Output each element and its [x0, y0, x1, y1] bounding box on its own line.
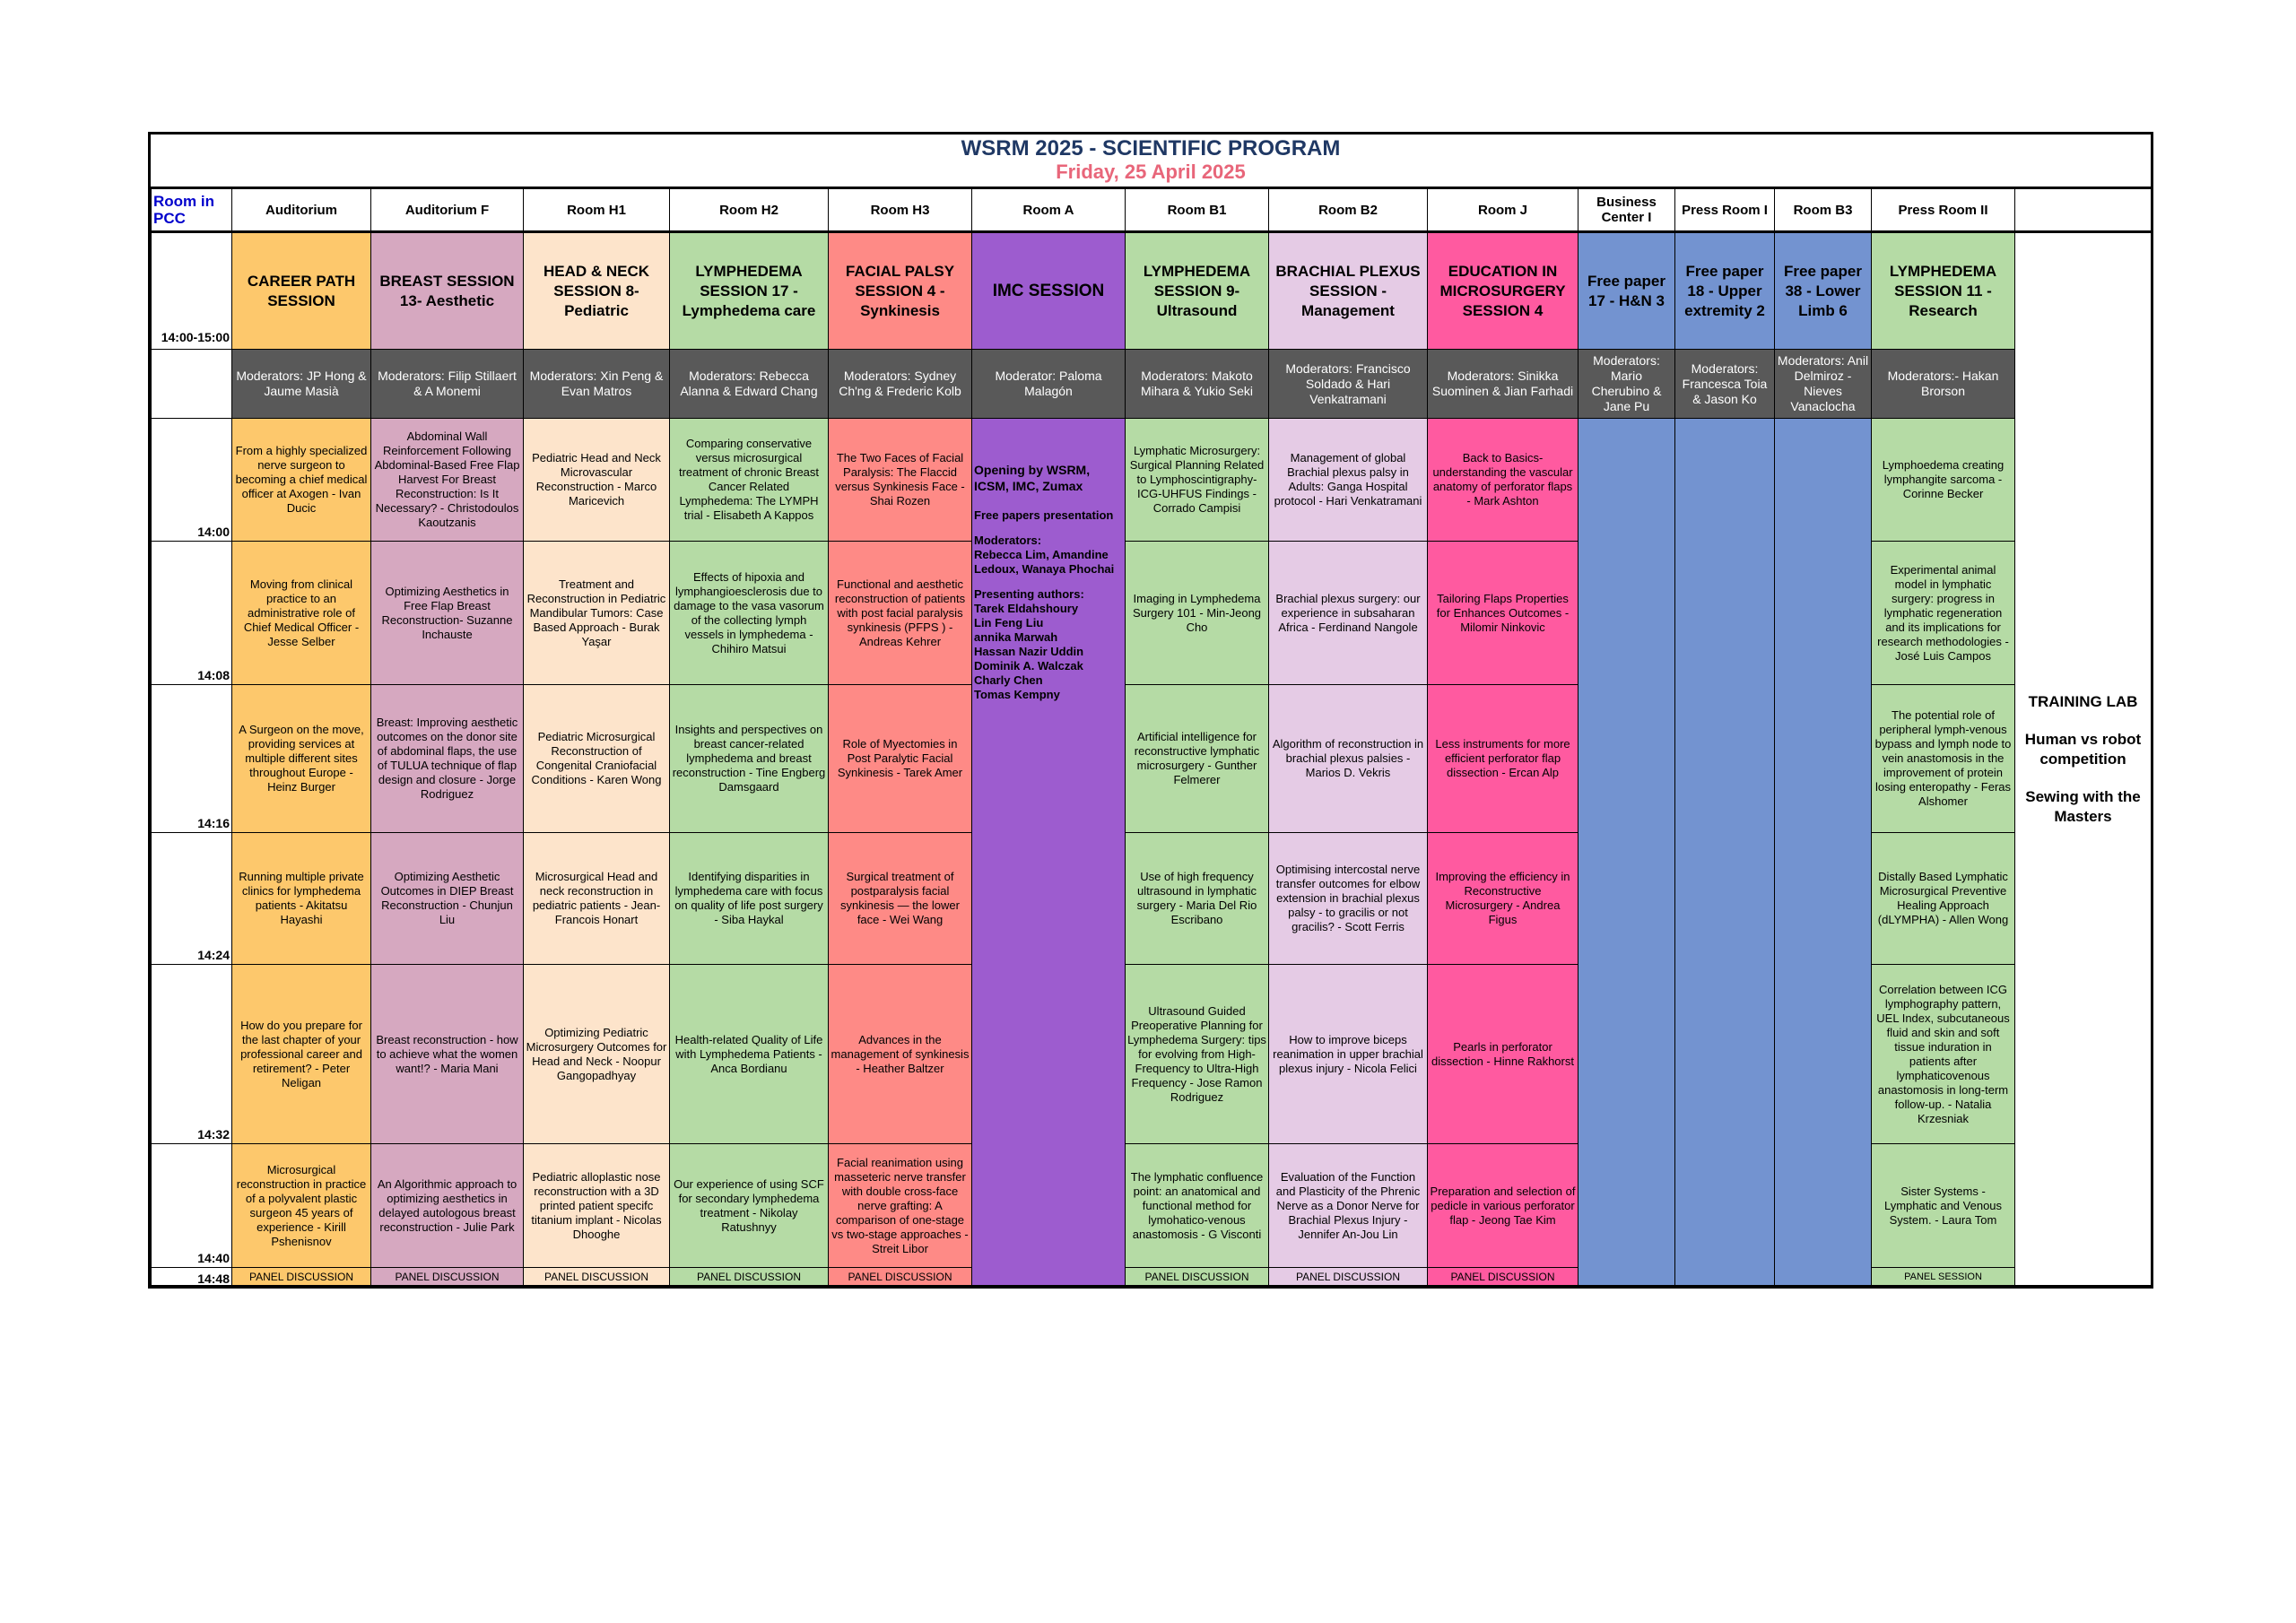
- talk-row: [152, 419, 2152, 542]
- room-header: Room B1: [1126, 189, 1269, 232]
- talk-cell: Functional and aesthetic reconstruction of patients with post facial paralysis synkinesis (PFPS ) - Andreas Kehrer: [829, 542, 972, 685]
- moderators-cell: Moderators: Xin Peng & Evan Matros: [524, 350, 670, 419]
- moderators-cell: Moderators:- Hakan Brorson: [1872, 350, 2015, 419]
- talk-cell: Improving the efficiency in Reconstructive Microsurgery - Andrea Figus: [1428, 833, 1578, 965]
- talk-cell: Sister Systems - Lymphatic and Venous System. - Laura Tom: [1872, 1144, 2015, 1268]
- panel-cell: PANEL DISCUSSION: [524, 1268, 670, 1286]
- talk-cell: Optimizing Pediatric Microsurgery Outcomes for Head and Neck - Noopur Gangopadhyay: [524, 965, 670, 1144]
- moderators-cell: Moderators: Sinikka Suominen & Jian Farhadi: [1428, 350, 1578, 419]
- talk-cell: The Two Faces of Facial Paralysis: The Flaccid versus Synkinesis Face - Shai Rozen: [829, 419, 972, 542]
- talk-cell: Back to Basics- understanding the vascular anatomy of perforator flaps - Mark Ashton: [1428, 419, 1578, 542]
- moderators-cell: Moderators: Rebecca Alanna & Edward Chang: [670, 350, 829, 419]
- room-header-row: [152, 189, 2152, 232]
- session-title: LYMPHEDEMA SESSION 11 - Research: [1872, 232, 2015, 350]
- room-header: Auditorium F: [371, 189, 524, 232]
- panel-cell: PANEL DISCUSSION: [371, 1268, 524, 1286]
- moderators-cell: Moderators: JP Hong & Jaume Masià: [232, 350, 371, 419]
- title-block: [151, 135, 2151, 188]
- panel-cell: PANEL DISCUSSION: [232, 1268, 371, 1286]
- talk-cell: Treatment and Reconstruction in Pediatric Mandibular Tumors: Case Based Approach - Burak Yaşar: [524, 542, 670, 685]
- moderators-cell: Moderators: Francesca Toia & Jason Ko: [1675, 350, 1775, 419]
- moderators-cell: Moderators: Sydney Ch'ng & Frederic Kolb: [829, 350, 972, 419]
- time-cell: 14:16: [152, 685, 232, 833]
- talk-cell: Artificial intelligence for reconstructive lymphatic microsurgery - Gunther Felmerer: [1126, 685, 1269, 833]
- time-cell: 14:32: [152, 965, 232, 1144]
- program-date: Friday, 25 April 2025: [1056, 161, 1246, 183]
- room-header: Auditorium: [232, 189, 371, 232]
- imc-presenting-label: Presenting authors:: [974, 587, 1084, 601]
- imc-presenter: Charly Chen: [974, 673, 1043, 687]
- talk-cell: Optimizing Aesthetics in Free Flap Breast Reconstruction- Suzanne Inchauste: [371, 542, 524, 685]
- schedule-table: [151, 188, 2152, 1286]
- panel-cell: PANEL DISCUSSION: [1126, 1268, 1269, 1286]
- imc-moderators-label: Moderators:: [974, 534, 1042, 547]
- talk-cell: A Surgeon on the move, providing services at multiple different sites throughout Europe - Heinz Burger: [232, 685, 371, 833]
- training-lab-title: TRAINING LAB: [2028, 692, 2138, 710]
- moderators-cell: Moderator: Paloma Malagón: [972, 350, 1126, 419]
- session-title: LYMPHEDEMA SESSION 17 - Lymphedema care: [670, 232, 829, 350]
- talk-cell: Running multiple private clinics for lymphedema patients - Akitatsu Hayashi: [232, 833, 371, 965]
- time-cell: 14:24: [152, 833, 232, 965]
- talk-cell: Evaluation of the Function and Plasticity of the Phrenic Nerve as a Donor Nerve for Brachial Plexus Injury - Jennifer An-Jou Lin: [1269, 1144, 1428, 1268]
- moderators-cell: Moderators: Mario Cherubino & Jane Pu: [1578, 350, 1675, 419]
- talk-cell: The lymphatic confluence point: an anatomical and functional method for lymohatico-venous anastomosis - G Visconti: [1126, 1144, 1269, 1268]
- talk-cell: Our experience of using SCF for secondary lymphedema treatment - Nikolay Ratushnyy: [670, 1144, 829, 1268]
- room-header: Press Room I: [1675, 189, 1775, 232]
- talk-cell: Lymphatic Microsurgery: Surgical Planning Related to Lymphoscintigraphy-ICG-UHFUS Findings - Corrado Campisi: [1126, 419, 1269, 542]
- program-title: WSRM 2025 - SCIENTIFIC PROGRAM: [961, 136, 1341, 161]
- talk-cell: Advances in the management of synkinesis - Heather Baltzer: [829, 965, 972, 1144]
- time-cell-empty: [152, 350, 232, 419]
- talk-cell: Identifying disparities in lymphedema care with focus on quality of life post surgery - Siba Haykal: [670, 833, 829, 965]
- imc-presenter: Hassan Nazir Uddin: [974, 645, 1084, 658]
- talk-cell: Microsurgical Head and neck reconstruction in pediatric patients - Jean-Francois Honart: [524, 833, 670, 965]
- talk-cell: Facial reanimation using masseteric nerve transfer with double cross-face nerve grafting: A comparison of one-stage vs two-stage approaches - Streit Libor: [829, 1144, 972, 1268]
- training-lab: [2015, 232, 2152, 1286]
- talk-cell: Role of Myectomies in Post Paralytic Facial Synkinesis - Tarek Amer: [829, 685, 972, 833]
- talk-cell: Brachial plexus surgery: our experience in subsaharan Africa - Ferdinand Nangole: [1269, 542, 1428, 685]
- talk-cell: Preparation and selection of pedicle in various perforator flap - Jeong Tae Kim: [1428, 1144, 1578, 1268]
- talk-cell: Tailoring Flaps Properties for Enhances Outcomes - Milomir Ninkovic: [1428, 542, 1578, 685]
- time-cell: 14:00-15:00: [152, 232, 232, 350]
- talk-cell: Algorithm of reconstruction in brachial plexus palsies - Marios D. Vekris: [1269, 685, 1428, 833]
- imc-session-block: [972, 419, 1126, 1286]
- talk-cell: Breast reconstruction - how to achieve what the women want!? - Maria Mani: [371, 965, 524, 1144]
- free-paper-block: [1675, 419, 1775, 1286]
- talk-cell: Breast: Improving aesthetic outcomes on the donor site of abdominal flaps, the use of TULUA technique of flap design and closure - Jorge Rodriguez: [371, 685, 524, 833]
- panel-cell: PANEL SESSION: [1872, 1268, 2015, 1286]
- room-header-empty: [2015, 189, 2152, 232]
- panel-cell: PANEL DISCUSSION: [670, 1268, 829, 1286]
- talk-cell: Moving from clinical practice to an administrative role of Chief Medical Officer - Jesse Selber: [232, 542, 371, 685]
- session-title: LYMPHEDEMA SESSION 9- Ultrasound: [1126, 232, 1269, 350]
- imc-presenter: Tarek Eldahshoury: [974, 602, 1079, 615]
- imc-presenter: Tomas Kempny: [974, 688, 1060, 701]
- session-row: [152, 232, 2152, 350]
- talk-cell: Effects of hipoxia and lymphangioesclerosis due to damage to the vasa vasorum of the collecting lymph vessels in lymphedema - Chihiro Matsui: [670, 542, 829, 685]
- session-title: FACIAL PALSY SESSION 4 - Synkinesis: [829, 232, 972, 350]
- session-title: Free paper 18 - Upper extremity 2: [1675, 232, 1775, 350]
- talk-cell: Less instruments for more efficient perforator flap dissection - Ercan Alp: [1428, 685, 1578, 833]
- imc-free-papers: Free papers presentation: [974, 508, 1114, 522]
- moderators-cell: Moderators: Anil Delmiroz - Nieves Vanaclocha: [1775, 350, 1872, 419]
- talk-cell: Management of global Brachial plexus palsy in Adults: Ganga Hospital protocol - Hari Venkatramani: [1269, 419, 1428, 542]
- imc-presenter: annika Marwah: [974, 630, 1058, 644]
- talk-cell: Pediatric alloplastic nose reconstruction with a 3D printed patient specifc titanium implant - Nicolas Dhooghe: [524, 1144, 670, 1268]
- talk-cell: An Algorithmic approach to optimizing aesthetics in delayed autologous breast reconstruction - Julie Park: [371, 1144, 524, 1268]
- room-header: Press Room II: [1872, 189, 2015, 232]
- talk-cell: Distally Based Lymphatic Microsurgical Preventive Healing Approach (dLYMPHA) - Allen Wong: [1872, 833, 2015, 965]
- training-lab-line: Sewing with the Masters: [2025, 787, 2141, 825]
- talk-cell: The potential role of peripheral lymph-venous bypass and lymph node to vein anastomosis in the improvement of protein losing enteropathy - Feras Alshomer: [1872, 685, 2015, 833]
- room-header: Room A: [972, 189, 1126, 232]
- moderators-cell: Moderators: Makoto Mihara & Yukio Seki: [1126, 350, 1269, 419]
- room-header: Room J: [1428, 189, 1578, 232]
- talk-cell: Pediatric Head and Neck Microvascular Reconstruction - Marco Maricevich: [524, 419, 670, 542]
- talk-cell: Optimizing Aesthetic Outcomes in DIEP Breast Reconstruction - Chunjun Liu: [371, 833, 524, 965]
- panel-cell: PANEL DISCUSSION: [1428, 1268, 1578, 1286]
- imc-moderators: Rebecca Lim, Amandine Ledoux, Wanaya Phochai: [974, 548, 1115, 576]
- talk-cell: Insights and perspectives on breast cancer-related lymphedema and breast reconstruction - Tine Engberg Damsgaard: [670, 685, 829, 833]
- imc-opening: Opening by WSRM, ICSM, IMC, Zumax: [974, 463, 1091, 493]
- free-paper-block: [1775, 419, 1872, 1286]
- talk-cell: Pearls in perforator dissection - Hinne Rakhorst: [1428, 965, 1578, 1144]
- session-title: BRACHIAL PLEXUS SESSION - Management: [1269, 232, 1428, 350]
- talk-cell: From a highly specialized nerve surgeon to becoming a chief medical officer at Axogen - Ivan Ducic: [232, 419, 371, 542]
- talk-cell: Experimental animal model in lymphatic surgery: progress in lymphatic regeneration and its implications for research methodologies - José Luis Campos: [1872, 542, 2015, 685]
- room-header: Room B2: [1269, 189, 1428, 232]
- moderators-cell: Moderators: Francisco Soldado & Hari Venkatramani: [1269, 350, 1428, 419]
- free-paper-block: [1578, 419, 1675, 1286]
- training-lab-line: Human vs robot competition: [2024, 730, 2142, 768]
- talk-cell: Surgical treatment of postparalysis facial synkinesis — the lower face - Wei Wang: [829, 833, 972, 965]
- room-label: Room in PCC: [152, 189, 232, 232]
- room-header: Room H1: [524, 189, 670, 232]
- imc-presenter: Lin Feng Liu: [974, 616, 1044, 629]
- talk-cell: Correlation between ICG lymphography pattern, UEL Index, subcutaneous fluid and skin and soft tissue induration in patients after lymphaticovenous anastomosis in long-term follow-up. - Natalia Krzesniak: [1872, 965, 2015, 1144]
- session-title: Free paper 38 - Lower Limb 6: [1775, 232, 1872, 350]
- panel-cell: PANEL DISCUSSION: [829, 1268, 972, 1286]
- time-cell: 14:00: [152, 419, 232, 542]
- talk-cell: Comparing conservative versus microsurgical treatment of chronic Breast Cancer Related Lymphedema: The LYMPH trial - Elisabeth A Kappos: [670, 419, 829, 542]
- talk-cell: Abdominal Wall Reinforcement Following Abdominal-Based Free Flap Harvest For Breast Reconstruction: Is It Necessary? - Christodoulos Kaoutzanis: [371, 419, 524, 542]
- talk-cell: How do you prepare for the last chapter of your professional career and retirement? - Peter Neligan: [232, 965, 371, 1144]
- talk-cell: Imaging in Lymphedema Surgery 101 - Min-Jeong Cho: [1126, 542, 1269, 685]
- talk-cell: How to improve biceps reanimation in upper brachial plexus injury - Nicola Felici: [1269, 965, 1428, 1144]
- panel-cell: PANEL DISCUSSION: [1269, 1268, 1428, 1286]
- session-title: Free paper 17 - H&N 3: [1578, 232, 1675, 350]
- time-cell: 14:40: [152, 1144, 232, 1268]
- room-header: Room B3: [1775, 189, 1872, 232]
- room-header: Room H3: [829, 189, 972, 232]
- session-title: EDUCATION IN MICROSURGERY SESSION 4: [1428, 232, 1578, 350]
- talk-cell: Health-related Quality of Life with Lymphedema Patients - Anca Bordianu: [670, 965, 829, 1144]
- talk-cell: Microsurgical reconstruction in practice of a polyvalent plastic surgeon 45 years of experience - Kirill Pshenisnov: [232, 1144, 371, 1268]
- talk-cell: Lymphoedema creating lymphangite sarcoma - Corinne Becker: [1872, 419, 2015, 542]
- imc-presenter: Dominik A. Walczak: [974, 659, 1083, 673]
- moderators-row: [152, 350, 2152, 419]
- room-header: Room H2: [670, 189, 829, 232]
- session-title: IMC SESSION: [972, 232, 1126, 350]
- talk-cell: Use of high frequency ultrasound in lymphatic surgery - Maria Del Rio Escribano: [1126, 833, 1269, 965]
- session-title: BREAST SESSION 13- Aesthetic: [371, 232, 524, 350]
- talk-cell: Ultrasound Guided Preoperative Planning for Lymphedema Surgery: tips for evolving from High-Frequency to Ultra-High Frequency - Jose Ramon Rodriguez: [1126, 965, 1269, 1144]
- program-sheet: [148, 132, 2153, 1289]
- moderators-cell: Moderators: Filip Stillaert & A Monemi: [371, 350, 524, 419]
- session-title: CAREER PATH SESSION: [232, 232, 371, 350]
- room-header: Business Center I: [1578, 189, 1675, 232]
- time-cell: 14:08: [152, 542, 232, 685]
- session-title: HEAD & NECK SESSION 8- Pediatric: [524, 232, 670, 350]
- talk-cell: Optimising intercostal nerve transfer outcomes for elbow extension in brachial plexus palsy - to gracilis or not gracilis? - Scott Ferris: [1269, 833, 1428, 965]
- time-cell: 14:48: [152, 1268, 232, 1286]
- talk-cell: Pediatric Microsurgical Reconstruction of Congenital Craniofacial Conditions - Karen Wong: [524, 685, 670, 833]
